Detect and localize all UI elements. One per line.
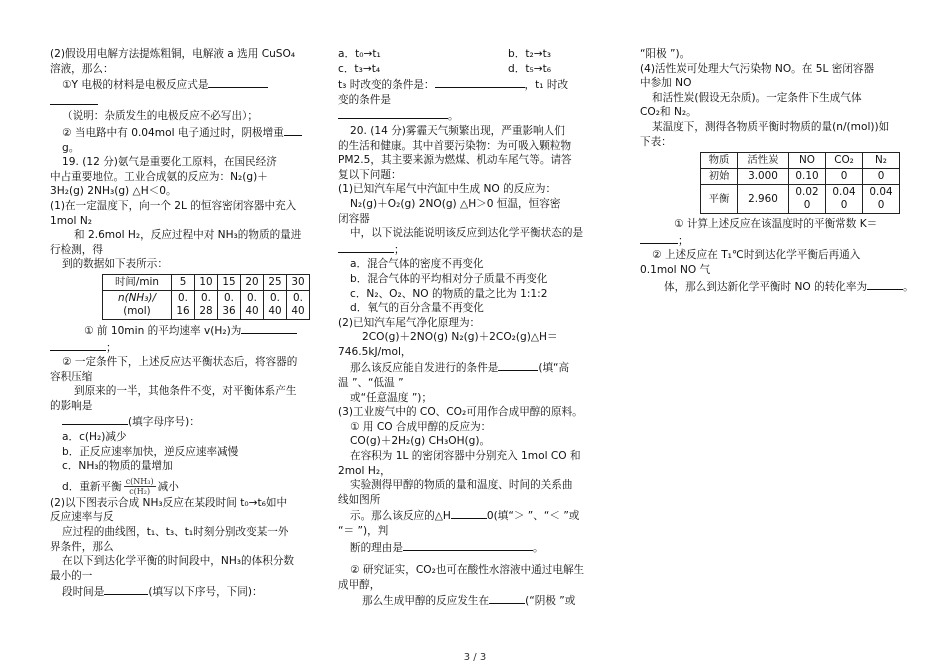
text-line: (填字母序号)： <box>50 413 320 430</box>
text-line: ② 研究证实，CO₂也可在酸性水溶液中通过电解生 <box>350 564 585 577</box>
answer-blank <box>50 93 98 105</box>
option-c: c．N₂、O₂、NO 的物质的量之比为 1:1:2 <box>350 287 548 300</box>
column-middle <box>338 47 620 609</box>
text-line: 那么生成甲醇的反应发生在 (“阴极 ”或 <box>338 592 620 609</box>
text-line: ② 一定条件下，上述反应达平衡状态后，将容器的 <box>62 356 298 369</box>
table-row <box>103 274 310 290</box>
text-line: 体，那么到达新化学平衡时 NO 的转化率为 。 <box>640 278 925 295</box>
text-line: 最小的一 <box>50 569 93 582</box>
spacer <box>338 555 620 563</box>
text-line: 1mol N₂ <box>50 214 93 227</box>
text-line: （说明：杂质发生的电极反应不必写出）； <box>62 110 258 123</box>
column-left <box>50 47 320 600</box>
table-header: CO₂ <box>826 153 863 169</box>
options-row: c．t₃→t₄ d．t₅→t₆ <box>338 62 551 75</box>
text-line: t₃ 时改变的条件是： ，t₁ 时改 <box>338 76 620 93</box>
text-line: 变的条件是 <box>338 93 391 106</box>
table-cell: 0. 40 <box>241 290 264 319</box>
table-row <box>701 153 900 169</box>
text-line: 和 2.6mol H₂，反应过程中对 NH₃的物质的量进 <box>74 229 302 242</box>
option-b: b．正反应速率加快，逆反应速率减慢 <box>62 445 239 458</box>
text-line: (4)活性炭可处理大气污染物 NO。在 5L 密闭容器 <box>640 62 875 75</box>
answer-blank <box>338 107 448 119</box>
answer-blank <box>451 507 487 519</box>
text-line: 746.5kJ/mol， <box>338 345 412 358</box>
text-line: ； <box>640 232 925 249</box>
text-line: ② 当电路中有 0.04mol 电子通过时，阴极增重 <box>50 124 320 141</box>
text-line: 断的理由是 。 <box>338 539 620 556</box>
text-line: 0.1mol NO 气 <box>640 263 711 276</box>
table-cell: 初始 <box>701 169 738 185</box>
text-line: 的生活和健康。其中首要污染物：为可吸入颗粒物 <box>338 139 572 152</box>
text-line: 行检测，得 <box>50 243 103 256</box>
text-line: 实验测得甲醇的物质的量和温度、时间的关系曲 <box>350 479 573 492</box>
answer-blank <box>284 124 302 136</box>
text-line: 中占重要地位。工业合成氨的反应为：N₂(g)＋ <box>50 170 268 183</box>
text-line: “阳极 ”)。 <box>640 48 691 60</box>
answer-blank <box>62 413 128 425</box>
text-line: 闭容器 <box>338 212 370 225</box>
text-line: 那么该反应能自发进行的条件是 (填“高 <box>338 359 620 376</box>
table-header: N₂ <box>863 153 900 169</box>
text-line: 成甲醇， <box>338 578 381 591</box>
text-line: 在容积为 1L 的密闭容器中分别充入 1mol CO 和 <box>350 450 581 463</box>
text-line: 下表： <box>640 135 672 148</box>
text-line: 在以下到达化学平衡的时间段中，NH₃的体积分数 <box>62 555 295 568</box>
table-row <box>103 290 310 319</box>
answer-blank <box>489 592 525 604</box>
text-line: 界条件，那么 <box>50 540 114 553</box>
text-line: (2)假设用电解方法提炼粗铜，电解液 a 选用 CuSO₄ <box>50 48 296 60</box>
table-cell: 10 <box>195 274 218 290</box>
text-line: ② 上述反应在 T₁℃时到达化学平衡后再通入 <box>652 249 861 262</box>
text-line: 3H₂(g) 2NH₃(g) △H＜0。 <box>50 185 177 198</box>
text-line: 到的数据如下表所示： <box>62 258 168 271</box>
text-line: (1)已知汽车尾气中汽缸中生成 NO 的反应为： <box>338 183 557 196</box>
text-line: 中参加 NO <box>640 77 692 90</box>
text-line: 示。那么该反应的△H 0(填“＞ ”、“＜ ”或 <box>338 507 620 524</box>
answer-blank <box>640 232 678 244</box>
table-cell: 0. 40 <box>264 290 287 319</box>
text-line: g。 <box>62 141 80 154</box>
text-line: 段时间是 (填写以下序号，下同)： <box>50 583 320 600</box>
answer-blank <box>241 322 297 334</box>
table-cell: 0. 40 <box>287 290 310 319</box>
text-line: 或“任意温度 ”)； <box>350 391 433 404</box>
fraction: $\frac{\text{c(NH₃)}}{\text{c(H₂)}}$ <box>125 477 154 497</box>
text-line: 到原来的一半，其他条件不变，对平衡体系产生 <box>74 385 297 398</box>
answer-blank <box>435 76 525 88</box>
table-cell: 0.02 0 <box>789 185 826 214</box>
text-line: ① 用 CO 合成甲醇的反应为： <box>350 420 492 433</box>
answer-blank <box>403 539 533 551</box>
option-a: a．c(H₂)减少 <box>62 431 127 444</box>
text-line: “＝ ”)，判 <box>338 525 389 537</box>
option-a: a．混合气体的密度不再变化 <box>350 258 484 271</box>
option-b: b．混合气体的平均相对分子质量不再变化 <box>350 272 548 285</box>
text-line: ； <box>338 241 620 258</box>
text-line: (2)以下图表示合成 NH₃反应在某段时间 t₀→t₆如中 <box>50 496 288 509</box>
text-line: 2mol H₂， <box>338 464 391 477</box>
table-cell: 0 <box>826 169 863 185</box>
text-line: ① 计算上述反应在该温度时的平衡常数 K＝ <box>674 218 878 231</box>
text-line: ； <box>50 339 320 356</box>
text-line: 。 <box>338 107 620 124</box>
text-line: 复以下问题： <box>338 168 402 181</box>
table-row <box>701 169 900 185</box>
table-cell: 15 <box>218 274 241 290</box>
table-cell: 平衡 <box>701 185 738 214</box>
text-line: 2CO(g)＋2NO(g) N₂(g)＋2CO₂(g)△H＝ <box>362 331 558 344</box>
table-cell: 0 <box>863 169 900 185</box>
text-line: 反应速率与反 <box>50 511 114 524</box>
table-cell: 0. 28 <box>195 290 218 319</box>
answer-blank <box>50 339 106 351</box>
table-cell: 5 <box>172 274 195 290</box>
table-cell: 30 <box>287 274 310 290</box>
text-line: 的影响是 <box>50 399 93 412</box>
table-cell: 0. 36 <box>218 290 241 319</box>
answer-blank <box>498 359 538 371</box>
text-line: 应过程的曲线图，t₁、t₃、t₁时刻分别改变某一外 <box>62 526 289 539</box>
nh3-data-table <box>102 274 310 320</box>
table-header: n(NH₃)/ (mol) <box>103 290 172 319</box>
options-row: a．t₀→t₁ b．t₂→t₃ <box>338 48 551 60</box>
text-line: CO(g)＋2H₂(g) CH₃OH(g)。 <box>350 435 491 448</box>
text-line: 溶液，那么： <box>50 62 114 75</box>
table-cell: 0. 16 <box>172 290 195 319</box>
text-line: (3)工业废气中的 CO、CO₂可用作合成甲醇的原料。 <box>338 406 583 419</box>
text-line: 和活性炭(假设无杂质)。一定条件下生成气体 <box>652 91 862 104</box>
text-line: (1)在一定温度下，向一个 2L 的恒容密闭容器中充入 <box>50 199 297 212</box>
table-cell: 0.10 <box>789 169 826 185</box>
table-cell: 0.04 0 <box>863 185 900 214</box>
text-line: 温 ”、“低温 ” <box>338 377 404 390</box>
question-20-heading: 20. (14 分)雾霾天气频繁出现，严重影响人们 <box>350 124 565 137</box>
table-header: 时间/min <box>103 274 172 290</box>
table-cell: 0.04 0 <box>826 185 863 214</box>
table-cell: 20 <box>241 274 264 290</box>
option-c: c．NH₃的物质的量增加 <box>62 460 173 473</box>
text-line: 容积压缩 <box>50 370 93 383</box>
text-line: ①Y 电极的材料是电极反应式是 <box>50 76 320 93</box>
text-line: 线如图所 <box>338 493 381 506</box>
equilibrium-table <box>700 152 900 214</box>
text-line: N₂(g)＋O₂(g) 2NO(g) △H＞0 恒温，恒容密 <box>350 197 561 210</box>
text-line: 中，以下说法能说明该反应到达化学平衡状态的是 <box>350 227 584 240</box>
text-line: (2)已知汽车尾气净化原理为： <box>338 316 481 329</box>
table-header: 物质 <box>701 153 738 169</box>
column-right <box>640 47 925 294</box>
text-line: CO₂和 N₂。 <box>640 106 697 119</box>
table-header: NO <box>789 153 826 169</box>
page-number: 3 / 3 <box>463 652 487 663</box>
table-header: 活性炭 <box>738 153 789 169</box>
answer-blank <box>867 278 903 290</box>
table-row <box>701 185 900 214</box>
text-line: ① 前 10min 的平均速率 v(H₂)为 <box>50 322 320 339</box>
answer-blank <box>104 583 148 595</box>
text-line: PM2.5，其主要来源为燃煤、机动车尾气等。请答 <box>338 154 572 167</box>
answer-blank <box>208 76 268 88</box>
option-d: d．氧气的百分含量不再变化 <box>350 302 484 315</box>
table-cell: 25 <box>264 274 287 290</box>
table-cell: 2.960 <box>738 185 789 214</box>
table-cell: 3.000 <box>738 169 789 185</box>
text-line: 某温度下，测得各物质平衡时物质的量(n/(mol))如 <box>652 120 890 133</box>
option-d: d．重新平衡 $\frac{\text{c(NH₃)}}{\text{c(H₂)}}$ 减小 <box>62 477 179 497</box>
question-19-heading: 19. (12 分)氨气是重要化工原料，在国民经济 <box>62 156 277 169</box>
text-line <box>50 93 320 110</box>
answer-blank <box>338 241 394 253</box>
